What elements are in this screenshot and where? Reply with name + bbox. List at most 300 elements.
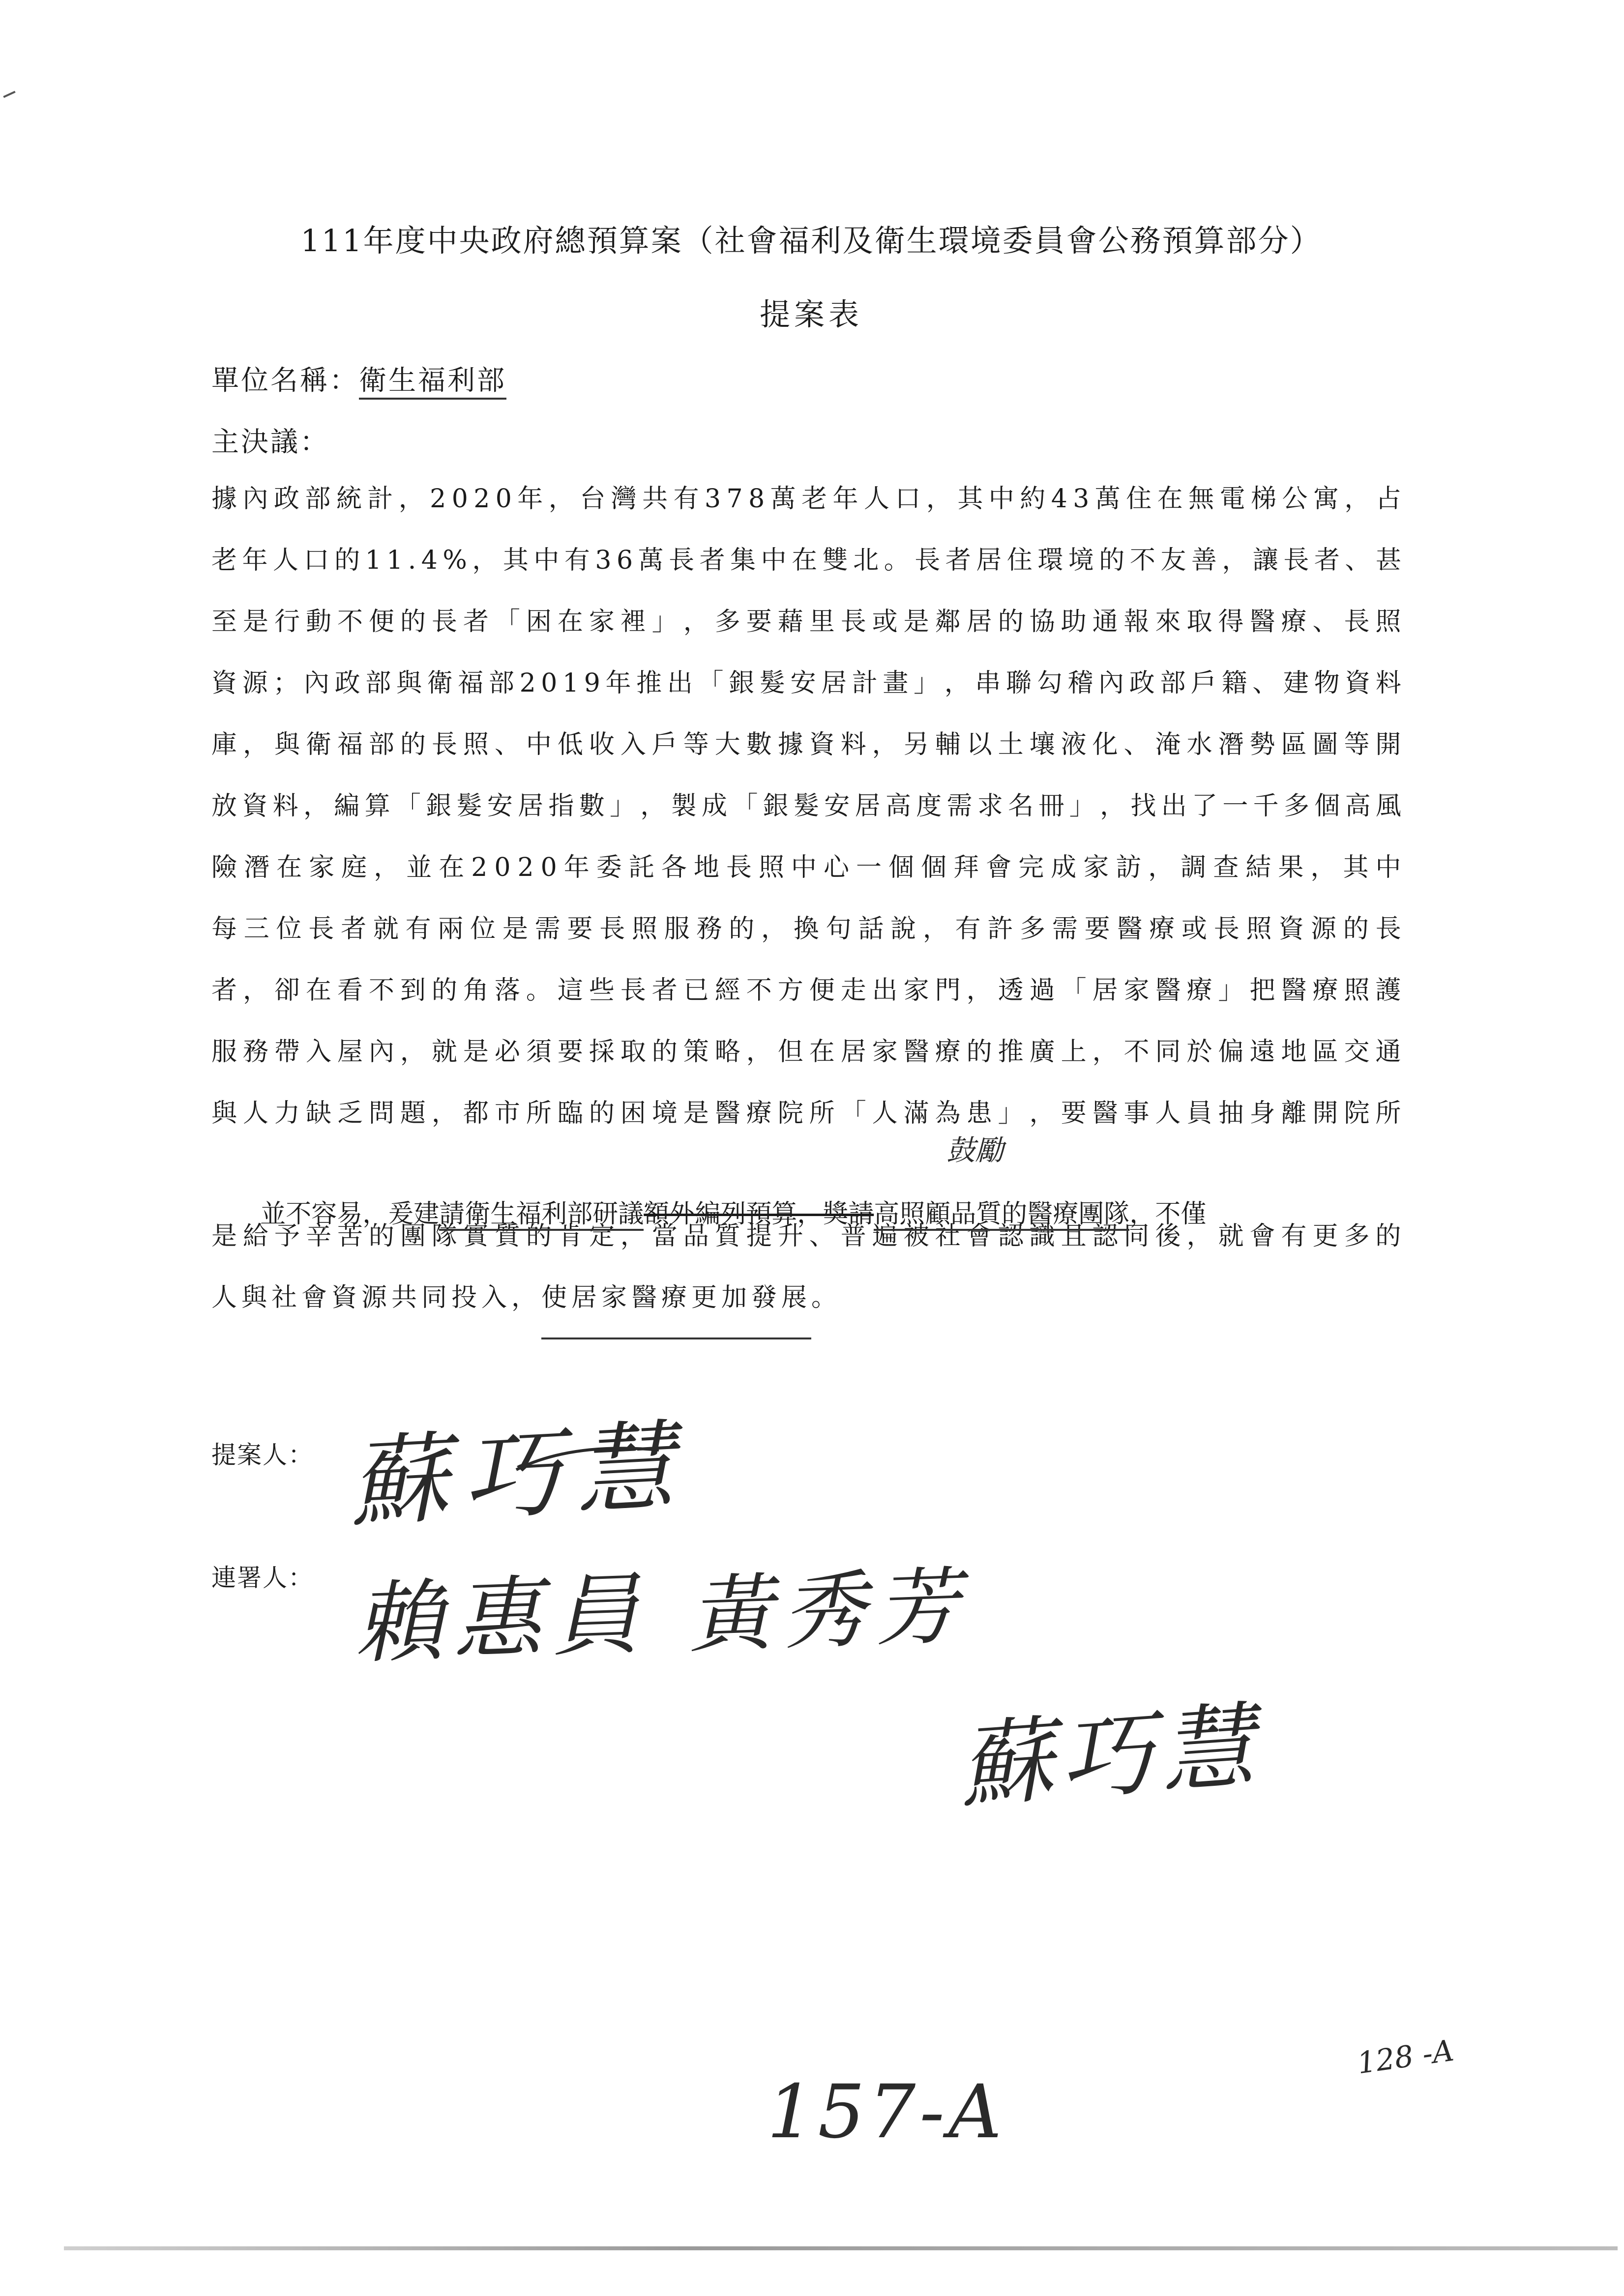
body-char: 安 xyxy=(790,668,816,698)
body-line xyxy=(211,602,1401,664)
body-char: 人 xyxy=(1155,1099,1181,1128)
body-char: 醫 xyxy=(1249,607,1275,637)
body-char: 要 xyxy=(746,607,772,637)
body-char: ， xyxy=(640,791,666,821)
body-line xyxy=(211,909,1401,971)
body-char: 中 xyxy=(988,484,1014,514)
resolution-body xyxy=(211,479,1401,1339)
body-char: 高 xyxy=(1345,791,1371,821)
body-char: 」 xyxy=(914,668,940,698)
body-char: 略 xyxy=(714,1037,740,1067)
body-char: 取 xyxy=(620,1037,646,1067)
body-char: ， xyxy=(872,730,898,759)
body-char: 口 xyxy=(895,484,921,514)
body-char: 家 xyxy=(1083,853,1109,882)
body-char: 得 xyxy=(1218,607,1244,637)
body-char: ， xyxy=(242,730,268,759)
body-char: ， xyxy=(1344,484,1370,514)
body-char: 人 xyxy=(872,1099,898,1128)
body-char: 建 xyxy=(1283,668,1309,698)
body-char: 部 xyxy=(365,668,391,698)
body-char: 據 xyxy=(211,484,237,514)
body-char: 區 xyxy=(1312,1037,1338,1067)
body-char: 衛 xyxy=(427,668,453,698)
body-char: 等 xyxy=(683,730,709,759)
body-char: 每 xyxy=(211,914,237,944)
body-char: 長 xyxy=(726,853,752,882)
body-char: 友 xyxy=(1160,546,1186,575)
body-char: 政 xyxy=(273,484,299,514)
body-char: ， xyxy=(944,668,970,698)
body-char: 的 xyxy=(368,1221,394,1251)
body-char: 數 xyxy=(746,730,772,759)
body-char: 據 xyxy=(777,730,803,759)
body-char: 是 xyxy=(463,1037,489,1067)
body-char: 員 xyxy=(1186,1099,1212,1128)
body-char: 動 xyxy=(305,607,331,637)
body-char: 取 xyxy=(1186,607,1212,637)
body-char: 北 xyxy=(853,546,879,575)
body-char: 照 xyxy=(758,853,784,882)
proposer-label: 提案人： xyxy=(211,1441,314,1469)
body-char: 萬 xyxy=(770,484,796,514)
body-char: 度 xyxy=(916,791,942,821)
body-char: 來 xyxy=(1155,607,1181,637)
body-char: 居 xyxy=(976,546,1002,575)
additional-signature: 蘇巧慧 xyxy=(956,1691,1266,1821)
body-char: 心 xyxy=(823,853,849,882)
body-char: . xyxy=(408,546,416,575)
body-char: 長 xyxy=(840,607,866,637)
body-char: 實 xyxy=(463,1221,489,1251)
body-char: 問 xyxy=(368,1099,394,1128)
body-char: 。 xyxy=(526,976,552,1005)
body-char: 患 xyxy=(966,1099,992,1128)
body-char: 物 xyxy=(1314,668,1340,698)
body-char: 同 xyxy=(1123,1221,1150,1251)
body-char: 已 xyxy=(683,976,709,1005)
body-char: ， xyxy=(548,484,574,514)
body-char: 中 xyxy=(526,730,552,759)
body-char: 液 xyxy=(1061,730,1087,759)
body-char: 成 xyxy=(702,791,728,821)
body-char: 、 xyxy=(494,730,520,759)
body-char: 福 xyxy=(458,668,484,698)
body-char: 、 xyxy=(1252,668,1278,698)
body-char: 低 xyxy=(557,730,583,759)
body-char: 其 xyxy=(1343,853,1369,882)
amended-underlined-tail: 高照顧品質的醫療團隊 xyxy=(874,1199,1129,1231)
body-char: 長 xyxy=(431,730,457,759)
body-line xyxy=(211,971,1401,1032)
body-char: 臨 xyxy=(557,1099,583,1128)
body-char: 3 xyxy=(705,484,721,514)
body-char: 查 xyxy=(1213,853,1239,882)
body-char: 苦 xyxy=(337,1221,363,1251)
body-char: 年 xyxy=(242,546,268,575)
body-char: 者 xyxy=(699,546,725,575)
body-char: 源 xyxy=(242,668,268,698)
body-char: 有 xyxy=(1281,1221,1307,1251)
body-char: 會 xyxy=(1249,1221,1275,1251)
body-line xyxy=(211,848,1401,909)
body-char: 長 xyxy=(431,607,457,637)
body-char: 里 xyxy=(809,607,835,637)
body-char: 地 xyxy=(1281,1037,1307,1067)
body-char: 在 xyxy=(305,976,331,1005)
body-char: ， xyxy=(374,853,400,882)
body-char: 高 xyxy=(885,791,911,821)
body-char: 給 xyxy=(242,1221,268,1251)
body-char: 要 xyxy=(557,1037,583,1067)
body-char: 句 xyxy=(826,914,852,944)
body-char: 居 xyxy=(518,791,544,821)
body-char: 部 xyxy=(488,668,514,698)
body-char: 土 xyxy=(998,730,1024,759)
body-char: 4 xyxy=(1051,484,1067,514)
body-char: 冊 xyxy=(1038,791,1064,821)
body-char: 藉 xyxy=(777,607,803,637)
body-char: 內 xyxy=(368,1037,394,1067)
body-char: 於 xyxy=(1186,1037,1212,1067)
body-char: 衛 xyxy=(305,730,331,759)
body-char: 團 xyxy=(400,1221,426,1251)
body-char: 識 xyxy=(1029,1221,1055,1251)
body-char: 開 xyxy=(1312,1099,1338,1128)
body-char: 老 xyxy=(211,546,237,575)
body-char: 是 xyxy=(211,1221,237,1251)
body-char: 與 xyxy=(396,668,422,698)
body-char: 提 xyxy=(746,1221,772,1251)
body-char: ， xyxy=(683,607,709,637)
body-char: 髮 xyxy=(793,791,819,821)
body-char: 出 xyxy=(872,976,898,1005)
body-char: 與 xyxy=(211,1099,237,1128)
body-char: 鄰 xyxy=(935,607,961,637)
body-char: 院 xyxy=(777,1099,803,1128)
body-char: 1 xyxy=(386,546,403,575)
body-char: 務 xyxy=(696,914,722,944)
body-char: 在 xyxy=(792,546,818,575)
body-char: 長 xyxy=(1283,546,1309,575)
body-char: 遍 xyxy=(872,1221,898,1251)
body-char: 到 xyxy=(400,976,426,1005)
body-char: 乏 xyxy=(337,1099,363,1128)
body-char: 完 xyxy=(1018,853,1044,882)
body-char: ， xyxy=(1222,546,1248,575)
body-char: 需 xyxy=(946,791,973,821)
body-char: 長 xyxy=(1375,914,1401,944)
body-char: 拜 xyxy=(953,853,979,882)
body-char: 甚 xyxy=(1375,546,1401,575)
body-char: 0 xyxy=(541,668,558,698)
body-char: 位 xyxy=(470,914,496,944)
body-char: 需 xyxy=(534,914,561,944)
body-char: 屋 xyxy=(337,1037,363,1067)
body-char: 多 xyxy=(1020,914,1046,944)
body-char: 所 xyxy=(526,1099,552,1128)
body-char: 的 xyxy=(431,976,457,1005)
body-char: 助 xyxy=(1061,607,1087,637)
body-char: 福 xyxy=(337,730,363,759)
body-char: 照 xyxy=(1375,607,1401,637)
body-char: 險 xyxy=(211,853,237,882)
body-char: 要 xyxy=(567,914,593,944)
body-char: 居 xyxy=(1092,976,1118,1005)
body-char: 上 xyxy=(1061,1037,1087,1067)
body-char: 口 xyxy=(303,546,329,575)
body-line xyxy=(211,541,1401,602)
body-char: 0 xyxy=(494,853,511,882)
body-char: 不 xyxy=(1123,1037,1150,1067)
body-char: 便 xyxy=(368,607,394,637)
body-char: 9 xyxy=(584,668,600,698)
body-char: 0 xyxy=(540,853,557,882)
body-char: 潛 xyxy=(244,853,270,882)
body-char: 入 xyxy=(620,730,646,759)
cosigner-signature-2: 黃秀芳 xyxy=(687,1558,971,1665)
body-char: 市 xyxy=(494,1099,520,1128)
body-char: 滿 xyxy=(903,1099,929,1128)
body-char: 找 xyxy=(1130,791,1156,821)
body-char: 的 xyxy=(966,1037,992,1067)
body-char: 在 xyxy=(439,853,465,882)
body-char: 且 xyxy=(1061,1221,1087,1251)
body-char: 0 xyxy=(451,484,468,514)
body-char: 者 xyxy=(211,976,237,1005)
body-char: 公 xyxy=(1282,484,1308,514)
body-char: 長 xyxy=(620,976,646,1005)
body-char: 勾 xyxy=(1036,668,1063,698)
body-char: 偏 xyxy=(1218,1037,1244,1067)
body-char: 年 xyxy=(517,484,543,514)
body-char: 的 xyxy=(589,1099,615,1128)
body-char: 療 xyxy=(1149,914,1175,944)
body-char: 家 xyxy=(589,607,615,637)
body-char: 安 xyxy=(487,791,513,821)
body-char: 占 xyxy=(1375,484,1401,514)
body-char: 「 xyxy=(732,791,758,821)
body-char: 透 xyxy=(998,976,1024,1005)
body-char: 中 xyxy=(791,853,817,882)
body-char: 各 xyxy=(661,853,687,882)
body-char: 籍 xyxy=(1221,668,1247,698)
body-char: 或 xyxy=(1181,914,1207,944)
body-char: 事 xyxy=(1123,1099,1150,1128)
body-line xyxy=(211,1094,1401,1155)
body-char: 但 xyxy=(777,1037,803,1067)
body-char: 身 xyxy=(1249,1099,1275,1128)
body-char: 隊 xyxy=(431,1221,457,1251)
body-char: 其 xyxy=(502,546,529,575)
body-char: 料 xyxy=(840,730,866,759)
body-char: 角 xyxy=(463,976,489,1005)
body-char: 長 xyxy=(308,914,334,944)
body-char: 辛 xyxy=(305,1221,331,1251)
body-char: 更 xyxy=(1312,1221,1338,1251)
body-char: 銀 xyxy=(763,791,789,821)
body-char: 2 xyxy=(519,668,536,698)
body-char: 不 xyxy=(1129,546,1155,575)
body-char: 結 xyxy=(1245,853,1271,882)
body-char: 認 xyxy=(998,1221,1024,1251)
body-char: 」 xyxy=(1069,791,1095,821)
body-char: 、 xyxy=(1123,730,1150,759)
body-char: 壤 xyxy=(1029,730,1055,759)
body-char: 聯 xyxy=(1006,668,1032,698)
body-char: 安 xyxy=(824,791,850,821)
body-char: 的 xyxy=(651,1037,678,1067)
body-char: 力 xyxy=(274,1099,300,1128)
body-char: % xyxy=(443,546,467,575)
body-char: ， xyxy=(398,484,424,514)
body-char: 居 xyxy=(821,668,847,698)
cosigner-signature-1: 賴惠員 xyxy=(353,1563,651,1676)
body-char: 後 xyxy=(1155,1221,1181,1251)
body-char: 服 xyxy=(664,914,690,944)
body-char: ； xyxy=(273,668,299,698)
body-char: 行 xyxy=(274,607,300,637)
body-char: ， xyxy=(761,914,787,944)
body-char: 就 xyxy=(373,914,399,944)
body-char: 的 xyxy=(1375,1221,1401,1251)
body-char: 年 xyxy=(563,853,590,882)
body-char: 三 xyxy=(243,914,269,944)
body-char: 醫 xyxy=(1281,976,1307,1005)
body-char: 裡 xyxy=(620,607,646,637)
body-char: 就 xyxy=(1218,1221,1244,1251)
body-char: 人 xyxy=(863,484,889,514)
body-char: 肯 xyxy=(557,1221,583,1251)
body-char: 居 xyxy=(855,791,881,821)
body-char: 的 xyxy=(334,546,360,575)
body-char: 升 xyxy=(777,1221,803,1251)
body-char: 者 xyxy=(945,546,971,575)
body-line xyxy=(211,1032,1401,1094)
body-char: 話 xyxy=(858,914,884,944)
body-char: ， xyxy=(926,484,952,514)
body-char: 家 xyxy=(903,976,929,1005)
body-char: 料 xyxy=(272,791,298,821)
body-char: 被 xyxy=(903,1221,929,1251)
body-char: 在 xyxy=(1157,484,1183,514)
body-char: 出 xyxy=(1161,791,1187,821)
body-char: 等 xyxy=(1344,730,1370,759)
body-char: 醫 xyxy=(1155,976,1181,1005)
body-char: 人 xyxy=(242,1099,268,1128)
body-char: 便 xyxy=(809,976,835,1005)
body-char: 療 xyxy=(1312,976,1338,1005)
body-char: 的 xyxy=(526,1221,552,1251)
body-char: 另 xyxy=(903,730,929,759)
body-char: 統 xyxy=(336,484,362,514)
body-char: 過 xyxy=(1029,976,1055,1005)
body-char: 社 xyxy=(935,1221,961,1251)
body-char: 風 xyxy=(1375,791,1401,821)
body-char: 住 xyxy=(1126,484,1152,514)
body-char: 經 xyxy=(714,976,740,1005)
body-char: 的 xyxy=(1099,546,1125,575)
body-char: 庭 xyxy=(341,853,367,882)
body-char: 或 xyxy=(872,607,898,637)
body-char: 採 xyxy=(589,1037,615,1067)
body-char: 、 xyxy=(1312,607,1338,637)
body-char: 寓 xyxy=(1313,484,1339,514)
body-char: 遠 xyxy=(1249,1037,1275,1067)
body-char: 」 xyxy=(998,1099,1024,1128)
body-char: 內 xyxy=(242,484,268,514)
body-char: 護 xyxy=(1375,976,1401,1005)
body-char: 居 xyxy=(966,607,992,637)
body-char: 梯 xyxy=(1251,484,1277,514)
body-char: 住 xyxy=(1006,546,1033,575)
body-char: 編 xyxy=(334,791,360,821)
body-char: 約 xyxy=(1020,484,1046,514)
body-char: 離 xyxy=(1281,1099,1307,1128)
scan-mark xyxy=(3,91,15,98)
body-char: 部 xyxy=(368,730,394,759)
body-char: 質 xyxy=(714,1221,740,1251)
body-char: 不 xyxy=(746,976,772,1005)
body-char: 無 xyxy=(1188,484,1214,514)
body-char: 者 xyxy=(651,976,678,1005)
document-subtitle: 提案表 xyxy=(759,296,863,332)
body-char: 位 xyxy=(276,914,302,944)
body-line xyxy=(211,479,1401,541)
body-char: 醫 xyxy=(1117,914,1143,944)
body-char: ， xyxy=(1186,1221,1212,1251)
body-char: 看 xyxy=(337,976,363,1005)
body-char: 2 xyxy=(517,853,534,882)
body-char: 「 xyxy=(395,791,421,821)
body-char: 年 xyxy=(832,484,858,514)
body-char: 入 xyxy=(305,1037,331,1067)
final-plain: 人與社會資源共同投入， xyxy=(211,1283,542,1312)
body-char: 台 xyxy=(580,484,606,514)
body-char: ， xyxy=(1029,1099,1055,1128)
body-char: 中 xyxy=(761,546,787,575)
body-char: 畫 xyxy=(883,668,909,698)
body-char: 」 xyxy=(610,791,636,821)
body-char: 在 xyxy=(276,853,302,882)
body-char: 數 xyxy=(579,791,605,821)
unit-label: 單位名稱： xyxy=(211,365,359,397)
body-char: 7 xyxy=(726,484,743,514)
body-char: 須 xyxy=(526,1037,552,1067)
body-line xyxy=(211,664,1401,725)
body-char: 走 xyxy=(840,976,866,1005)
body-char: 「 xyxy=(840,1099,866,1128)
body-char: 落 xyxy=(494,976,520,1005)
body-char: 萬 xyxy=(1094,484,1121,514)
body-char: ， xyxy=(1092,1037,1118,1067)
body-char: 4 xyxy=(421,546,438,575)
body-char: 兩 xyxy=(438,914,464,944)
body-char: 在 xyxy=(557,607,583,637)
body-char: 人 xyxy=(273,546,299,575)
body-char: ， xyxy=(1100,791,1126,821)
body-char: 者 xyxy=(463,607,489,637)
body-char: 予 xyxy=(274,1221,300,1251)
body-char: 許 xyxy=(987,914,1013,944)
resolution-heading: 主決議： xyxy=(211,426,329,458)
body-char: 有 xyxy=(673,484,699,514)
body-char: 卻 xyxy=(274,976,300,1005)
body-char: 策 xyxy=(683,1037,709,1067)
body-char: 雙 xyxy=(822,546,848,575)
body-char: 製 xyxy=(671,791,697,821)
body-char: 」 xyxy=(651,607,678,637)
